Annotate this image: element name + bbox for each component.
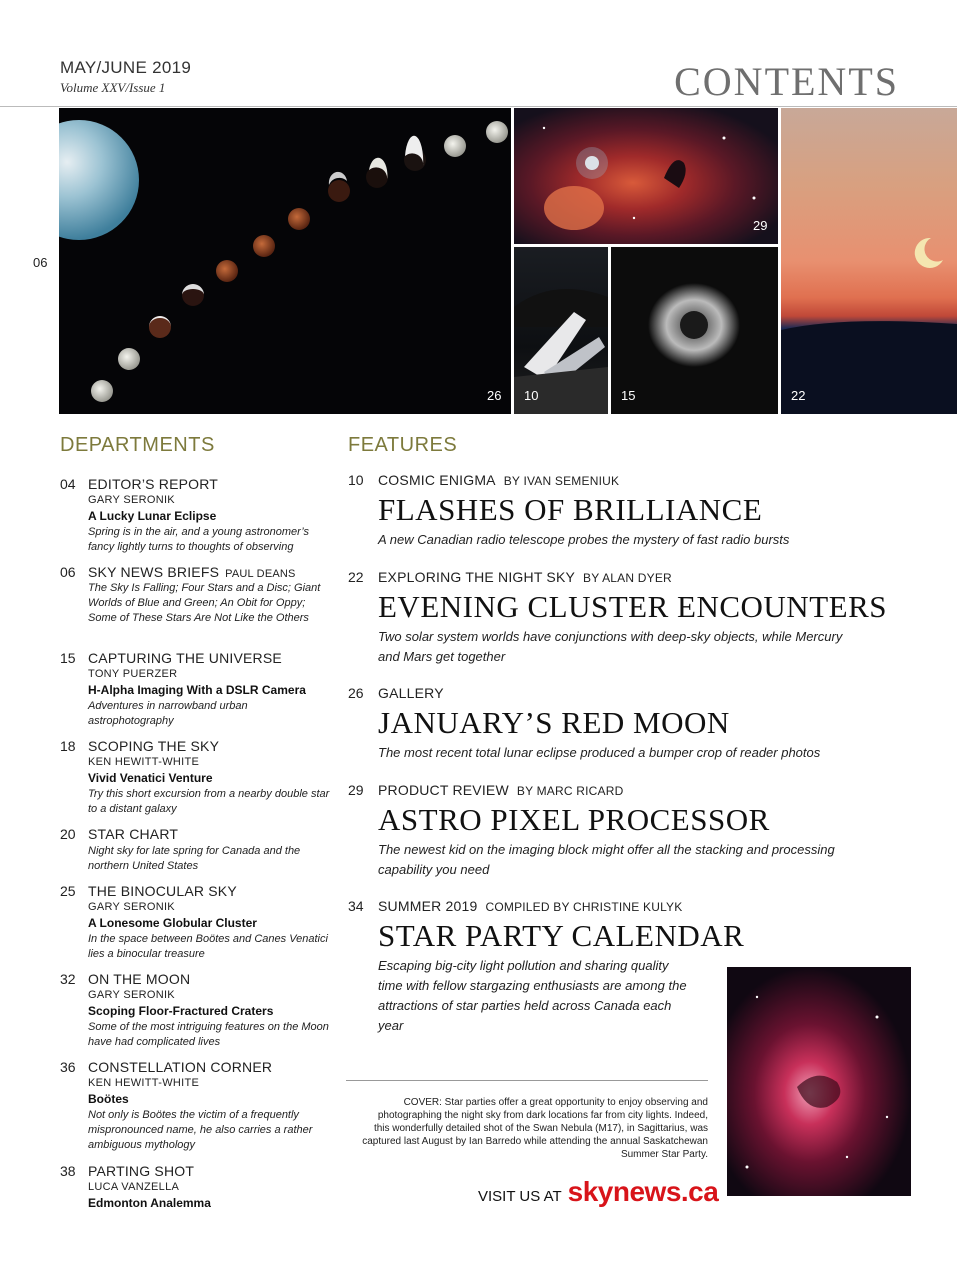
- features-heading: FEATURES: [348, 434, 458, 456]
- photo-page-number: 29: [753, 218, 768, 233]
- cover-caption: COVER: Star parties offer a great opportunity to enjoy observing and photographing the night sky from dark locations far from city lights. Indeed, this wonderfully detailed shot of the Swan Nebula (M17), in Sagittarius, was captured last August by Ian Barredo while attending the annual Saskatchewan Summer Star Party.: [362, 1097, 708, 1160]
- dept-title: EDITOR’S REPORT: [88, 476, 219, 492]
- feature-title: ASTRO PIXEL PROCESSOR: [378, 802, 770, 837]
- page-title: CONTENTS: [674, 59, 899, 104]
- header-divider: [0, 106, 957, 107]
- issue-date: MAY/JUNE 2019: [60, 58, 192, 77]
- dept-description: Some of the most intriguing features on the Moon have had complicated lives: [88, 1021, 329, 1048]
- website-link[interactable]: skynews.ca: [567, 1176, 719, 1207]
- page-ref-uranus: 06: [33, 255, 48, 270]
- feature-title: FLASHES OF BRILLIANCE: [378, 492, 763, 527]
- dept-description: Night sky for late spring for Canada and the northern United States: [88, 845, 301, 872]
- dept-title: ON THE MOON: [88, 971, 191, 987]
- feature-description: Two solar system worlds have conjunctions with deep-sky objects, while Mercury and Mars get together: [378, 629, 843, 664]
- feature-title: JANUARY’S RED MOON: [378, 705, 730, 740]
- feature-byline: BY MARC RICARD: [516, 784, 624, 798]
- feature-byline: COMPILED BY CHRISTINE KULYK: [485, 900, 683, 914]
- dept-page-number: 18: [60, 738, 76, 754]
- feature-page-number: 22: [348, 569, 364, 585]
- dept-page-number: 38: [60, 1163, 76, 1179]
- dept-title: SCOPING THE SKY: [88, 738, 220, 754]
- horsehead-nebula-photo[interactable]: [514, 108, 778, 244]
- dept-article-title: H-Alpha Imaging With a DSLR Camera: [88, 683, 306, 697]
- dept-author: KEN HEWITT-WHITE: [88, 756, 200, 768]
- dept-title: CAPTURING THE UNIVERSE: [88, 650, 282, 666]
- dept-title: THE BINOCULAR SKY: [88, 883, 237, 899]
- visit-label: VISIT US AT: [478, 1188, 562, 1205]
- rosette-nebula-photo[interactable]: [611, 247, 778, 414]
- dept-title: SKY NEWS BRIEFS PAUL DEANS: [88, 564, 296, 580]
- lunar-eclipse-photo[interactable]: [59, 108, 511, 414]
- feature-page-number: 29: [348, 782, 364, 798]
- uranus-planet: [59, 120, 139, 240]
- dept-author: LUCA VANZELLA: [88, 1181, 180, 1193]
- dept-article-title: Scoping Floor-Fractured Craters: [88, 1004, 274, 1018]
- nebula-graphic: [514, 108, 778, 244]
- swan-nebula-photo[interactable]: [727, 967, 911, 1196]
- feature-byline: BY ALAN DYER: [583, 571, 672, 585]
- feature-description: A new Canadian radio telescope probes the mystery of fast radio bursts: [378, 532, 790, 547]
- crescent-moon-graphic: [781, 108, 957, 414]
- dept-description: Not only is Boötes the victim of a frequently mispronounced name, he also carries a rather ambiguous mythology: [88, 1109, 313, 1151]
- dept-title: PARTING SHOT: [88, 1163, 195, 1179]
- dept-page-number: 15: [60, 650, 76, 666]
- dept-description: Adventures in narrowband urban astrophotography: [88, 700, 248, 727]
- feature-description: The most recent total lunar eclipse produced a bumper crop of reader photos: [378, 745, 821, 760]
- feature-byline: BY IVAN SEMENIUK: [503, 474, 620, 488]
- dept-page-number: 20: [60, 826, 76, 842]
- feature-title: STAR PARTY CALENDAR: [378, 918, 745, 953]
- dept-author: KEN HEWITT-WHITE: [88, 1077, 200, 1089]
- dept-page-number: 06: [60, 564, 76, 580]
- feature-page-number: 26: [348, 685, 364, 701]
- dept-author: PAUL DEANS: [225, 568, 296, 580]
- radio-telescope-photo[interactable]: [514, 247, 608, 414]
- rosette-graphic: [611, 247, 778, 414]
- dept-article-title: A Lucky Lunar Eclipse: [88, 509, 217, 523]
- photo-page-number: 15: [621, 388, 636, 403]
- departments-heading: DEPARTMENTS: [60, 434, 215, 456]
- photo-page-number: 26: [487, 388, 502, 403]
- feature-category: COSMIC ENIGMA BY IVAN SEMENIUK: [378, 472, 620, 488]
- dept-article-title: Boötes: [88, 1092, 129, 1106]
- dept-description: In the space between Boötes and Canes Venatici lies a binocular treasure: [88, 933, 328, 960]
- dept-page-number: 25: [60, 883, 76, 899]
- dept-page-number: 04: [60, 476, 76, 492]
- swan-nebula-graphic: [727, 967, 911, 1196]
- dept-author: TONY PUERZER: [88, 668, 178, 680]
- feature-category: SUMMER 2019 COMPILED BY CHRISTINE KULYK: [378, 898, 683, 914]
- dept-description: Try this short excursion from a nearby double star to a distant galaxy: [88, 788, 330, 815]
- dept-author: GARY SERONIK: [88, 494, 175, 506]
- issue-volume: Volume XXV/Issue 1: [60, 80, 166, 95]
- feature-category: GALLERY: [378, 685, 444, 701]
- dept-author: GARY SERONIK: [88, 989, 175, 1001]
- eclipse-sequence-graphic: [59, 108, 511, 414]
- dept-title: STAR CHART: [88, 826, 179, 842]
- sunset-photo[interactable]: [781, 108, 957, 414]
- dept-article-title: Vivid Venatici Venture: [88, 771, 213, 785]
- dept-description: Spring is in the air, and a young astronomer’s fancy lightly turns to thoughts of observing: [88, 526, 309, 553]
- feature-description: Escaping big-city light pollution and sharing quality time with fellow stargazing enthusiasts are among the attractions of star parties held across Canada each year: [378, 958, 687, 1033]
- feature-description: The newest kid on the imaging block might offer all the stacking and processing capability you need: [378, 842, 835, 877]
- dept-page-number: 32: [60, 971, 76, 987]
- dept-article-title: A Lonesome Globular Cluster: [88, 916, 257, 930]
- dept-description: The Sky Is Falling; Four Stars and a Disc; Giant Worlds of Blue and Green; An Obit for Oppy; Some of These Stars Are Not Like the Others: [88, 582, 321, 624]
- feature-title: EVENING CLUSTER ENCOUNTERS: [378, 589, 887, 624]
- dept-title: CONSTELLATION CORNER: [88, 1059, 273, 1075]
- feature-category: EXPLORING THE NIGHT SKY BY ALAN DYER: [378, 569, 672, 585]
- dept-article-title: Edmonton Analemma: [88, 1196, 211, 1210]
- photo-page-number: 10: [524, 388, 539, 403]
- dept-author: GARY SERONIK: [88, 901, 175, 913]
- feature-category: PRODUCT REVIEW BY MARC RICARD: [378, 782, 624, 798]
- cover-divider: [346, 1080, 708, 1081]
- photo-page-number: 22: [791, 388, 806, 403]
- feature-page-number: 34: [348, 898, 364, 914]
- dept-page-number: 36: [60, 1059, 76, 1075]
- visit-website[interactable]: [478, 1176, 718, 1208]
- feature-page-number: 10: [348, 472, 364, 488]
